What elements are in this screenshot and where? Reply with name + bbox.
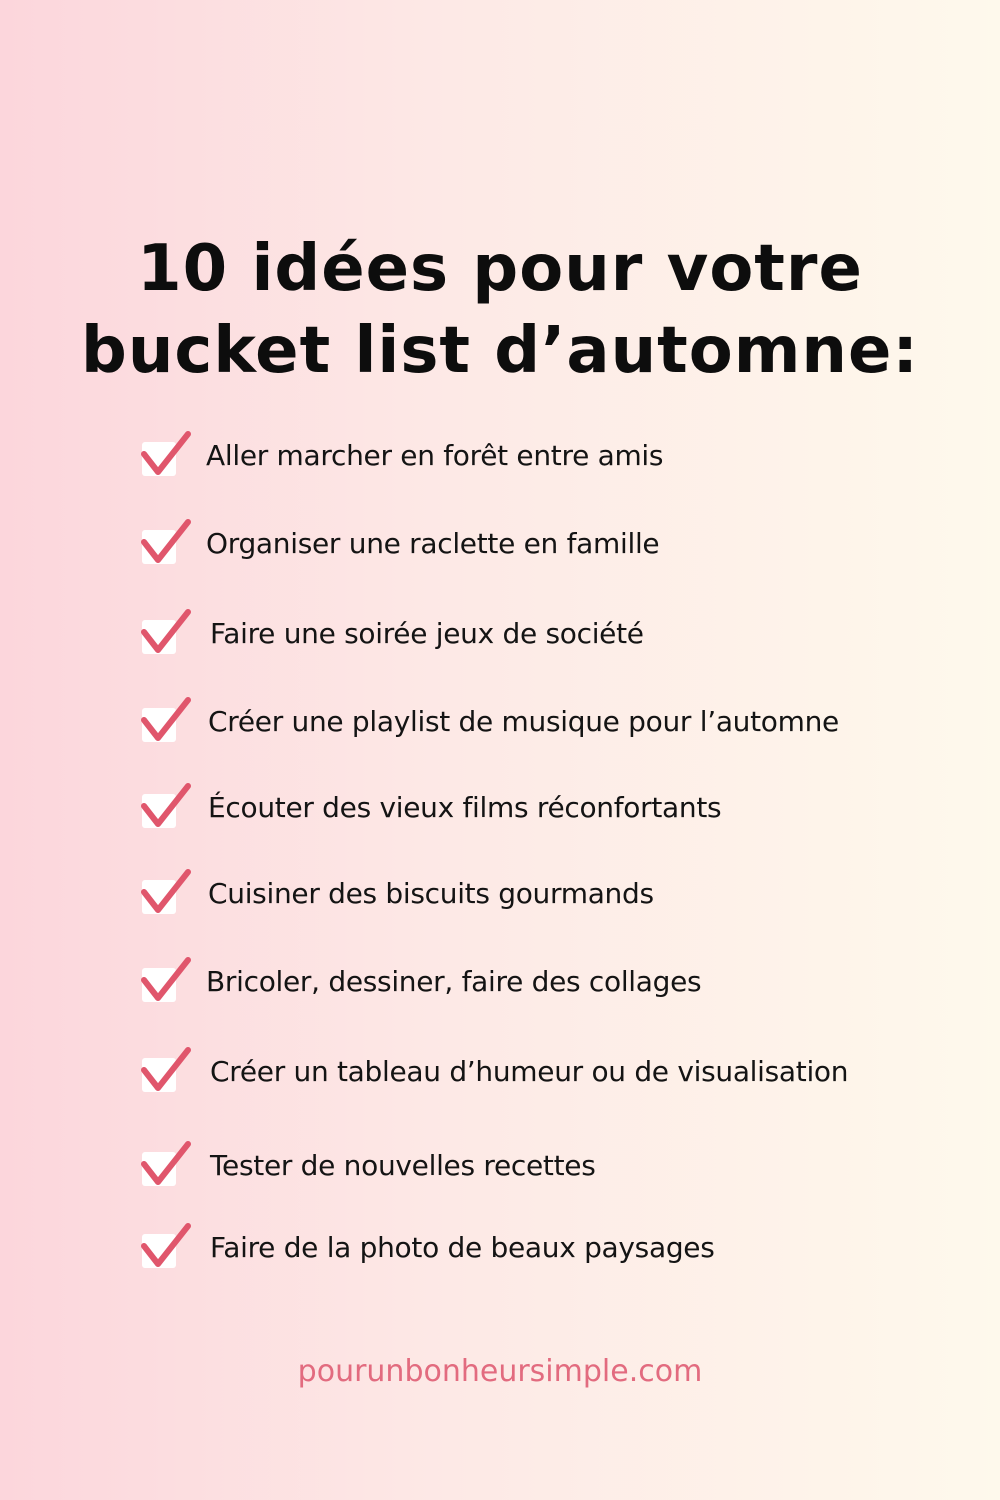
list-item-label: Créer un tableau d’humeur ou de visualisation	[210, 1055, 849, 1088]
checkmark-icon	[140, 518, 192, 568]
list-item-label: Tester de nouvelles recettes	[210, 1149, 596, 1182]
checkmark-icon	[140, 696, 192, 746]
checkmark-icon	[140, 608, 192, 658]
checkmark-icon	[140, 1140, 192, 1190]
list-item-label: Organiser une raclette en famille	[206, 527, 660, 560]
checkmark-icon	[140, 782, 192, 832]
checkmark-icon	[140, 1222, 192, 1272]
checkmark-icon	[140, 868, 192, 918]
title-line-1: 10 idées pour votre	[137, 231, 863, 306]
list-item-label: Bricoler, dessiner, faire des collages	[206, 965, 702, 998]
website-url: pourunbonheursimple.com	[297, 1354, 703, 1389]
checkmark-icon	[140, 1046, 192, 1096]
list-item-label: Aller marcher en forêt entre amis	[206, 439, 664, 472]
list-item-label: Cuisiner des biscuits gourmands	[208, 877, 654, 910]
list-item-label: Écouter des vieux films réconfortants	[208, 791, 722, 824]
list-item-label: Faire de la photo de beaux paysages	[210, 1231, 715, 1264]
list-item-label: Créer une playlist de musique pour l’automne	[208, 705, 839, 738]
title-line-2: bucket list d’automne:	[81, 313, 919, 388]
checkmark-icon	[140, 430, 192, 480]
list-item-label: Faire une soirée jeux de société	[210, 617, 644, 650]
checkmark-icon	[140, 956, 192, 1006]
